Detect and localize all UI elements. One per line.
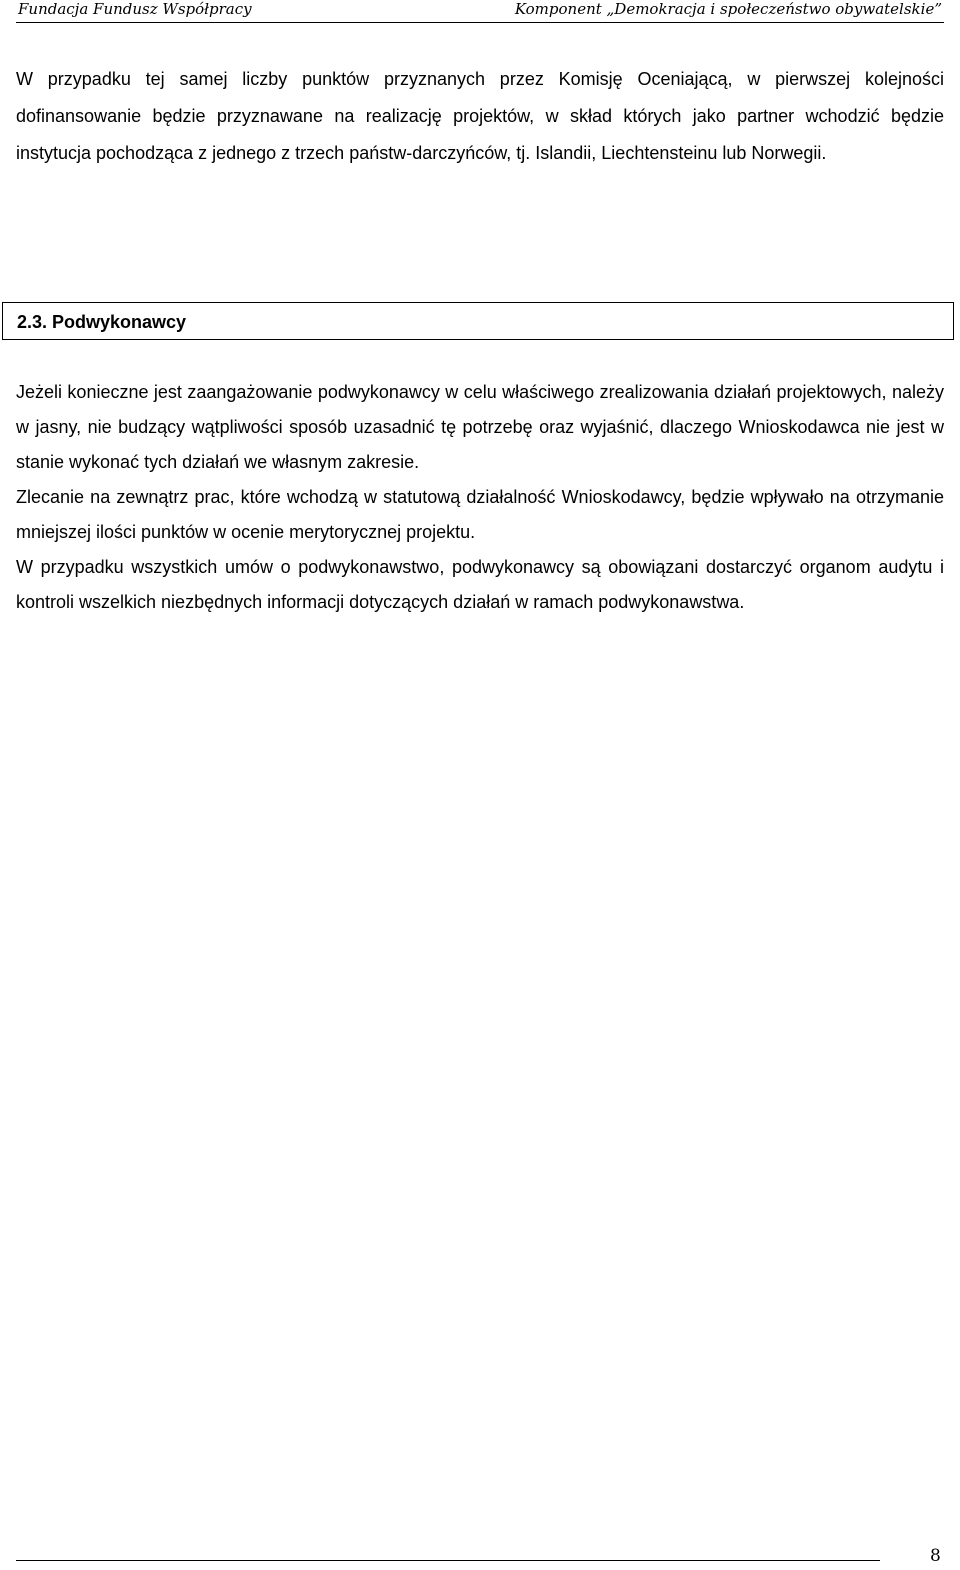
header-component: Komponent „Demokracja i społeczeństwo obywatelskie” (514, 0, 942, 18)
paragraph-tie-break-rule: W przypadku tej samej liczby punktów przyznanych przez Komisję Oceniającą, w pierwszej kolejności dofinansowanie będzie przyznawane na realizację projektów, w skład których jako partner wchodzić będzie instytucja pochodząca z jednego z trzech państw-darczyńców, tj. Islandii, Liechtensteinu lub Norwegii. (16, 69, 944, 163)
section-heading-box (2, 302, 954, 340)
page-number: 8 (930, 1546, 941, 1566)
footer-rule (16, 1560, 880, 1561)
paragraph-audit-obligations: W przypadku wszystkich umów o podwykonawstwo, podwykonawcy są obowiązani dostarczyć organom audytu i kontroli wszelkich niezbędnych informacji dotyczących działań w ramach podwykonawstwa. (16, 557, 944, 612)
paragraph-subcontractor-justification: Jeżeli konieczne jest zaangażowanie podwykonawcy w celu właściwego zrealizowania działań projektowych, należy w jasny, nie budzący wątpliwości sposób uzasadnić tę potrzebę oraz wyjaśnić, dlaczego Wnioskodawca nie jest w stanie wykonać tych działań we własnym zakresie. (16, 382, 944, 472)
section-body (16, 375, 944, 620)
section-title: 2.3. Podwykonawcy (17, 312, 187, 332)
page-header (16, 0, 944, 23)
header-organization: Fundacja Fundusz Współpracy (18, 0, 252, 18)
paragraph-outsourcing-points: Zlecanie na zewnątrz prac, które wchodzą w statutową działalność Wnioskodawcy, będzie wpływało na otrzymanie mniejszej ilości punktów w ocenie merytorycznej projektu. (16, 487, 944, 542)
